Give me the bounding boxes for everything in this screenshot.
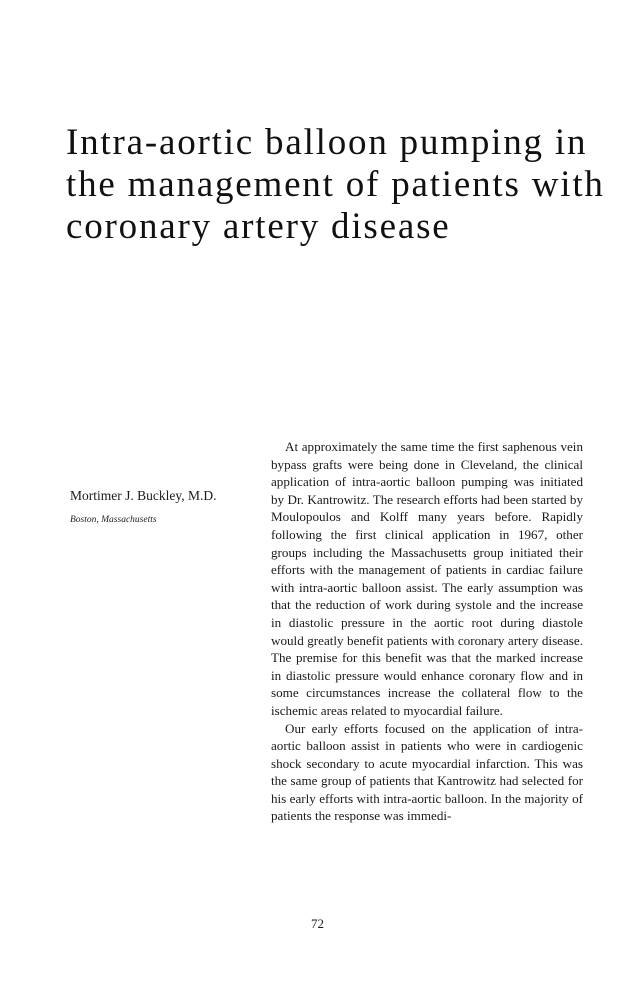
body-paragraph-2: Our early efforts focused on the application of intra-aortic balloon assist in patients who were in cardiogenic shock secondary to acute myocardial infarction. This was the same group of patients that Kantrowitz had selected for his early efforts with intra-aortic balloon. In the majority of patients the response was immedi- xyxy=(271,720,583,824)
title-line-3: coronary artery disease xyxy=(66,206,451,247)
article-title xyxy=(66,122,605,248)
author-name: Mortimer J. Buckley, M.D. xyxy=(70,488,217,503)
page-number: 72 xyxy=(311,916,324,931)
article-body xyxy=(271,438,583,825)
author-affiliation: Boston, Massachusetts xyxy=(70,515,157,525)
body-paragraph-1: At approximately the same time the first saphenous vein bypass grafts were being done in Cleveland, the clinical application of intra-aortic balloon pumping was initiated by Dr. Kantrowitz. The research efforts had been started by Moulopoulos and Kolff many years before. Rapidly following the first clinical application in 1967, other groups including the Massachusetts group initiated their efforts with the management of patients in cardiac failure with intra-aortic balloon assist. The early assumption was that the reduction of work during systole and the increase in diastolic pressure in the aortic root during diastole would greatly benefit patients with coronary artery disease. The premise for this benefit was that the marked increase in diastolic pressure would enhance coronary flow and in some circumstances increase the collateral flow to the ischemic areas related to myocardial failure. xyxy=(271,439,583,718)
title-line-1: Intra-aortic balloon pumping in xyxy=(66,122,588,163)
title-line-2: the management of patients with xyxy=(66,164,605,205)
